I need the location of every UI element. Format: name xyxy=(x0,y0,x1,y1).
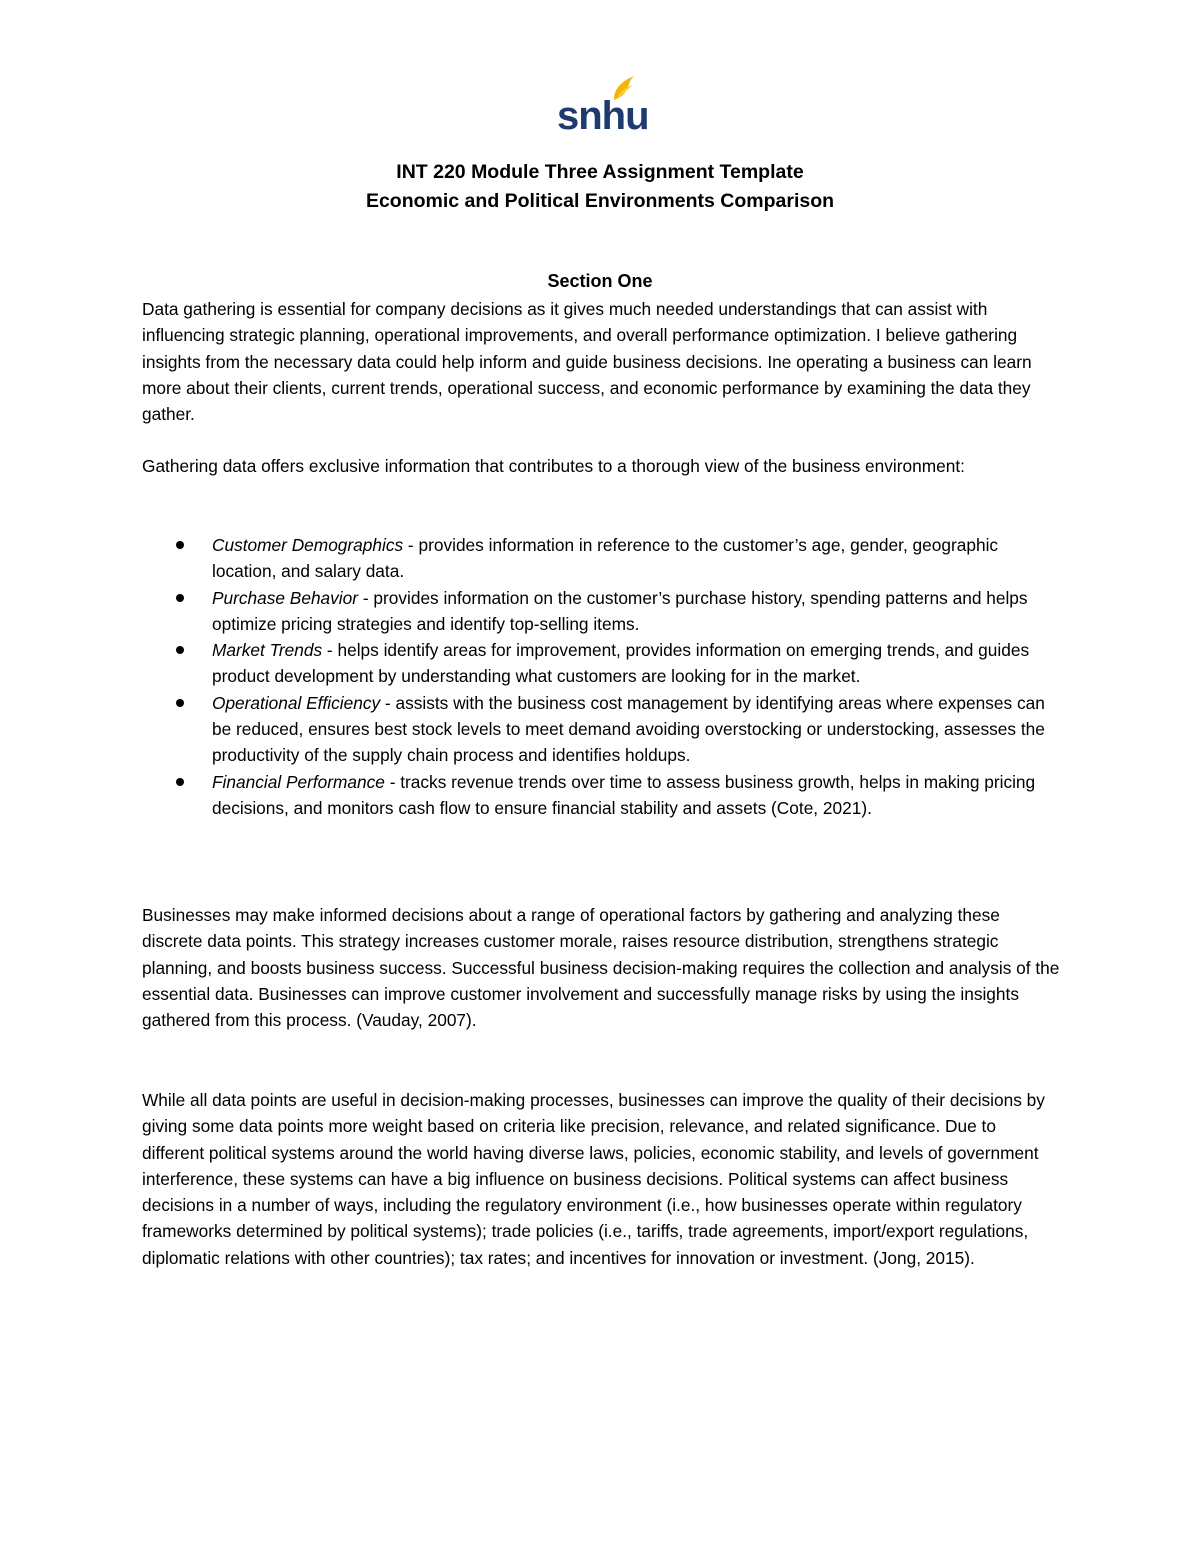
bullet-icon xyxy=(176,594,184,602)
paragraph-data-overview: Gathering data offers exclusive information that contributes to a thorough view of the business environment: xyxy=(142,456,965,476)
list-item-text: - helps identify areas for improvement, provides information on emerging trends, and guides product development by understanding what customers are looking for in the market. xyxy=(212,640,1030,687)
list-item xyxy=(142,532,1062,585)
document-title: INT 220 Module Three Assignment Template xyxy=(396,161,804,183)
list-item xyxy=(142,690,1062,769)
list-item-term: Customer Demographics xyxy=(212,535,404,555)
list-item xyxy=(142,585,1062,638)
list-item-text: - provides information in reference to the customer’s age, gender, geographic location, and salary data. xyxy=(212,535,999,582)
paragraph-intro: Data gathering is essential for company decisions as it gives much needed understandings that can assist with influencing strategic planning, operational improvements, and overall performance optimization. I believe gathering insights from the necessary data could help inform and guide business decisions. Ine operating a business can learn more about their clients, current trends, operational success, and economic performance by examining the data they gather. xyxy=(142,299,1032,425)
list-item-term: Market Trends xyxy=(212,640,323,661)
snhu-logo xyxy=(556,72,649,138)
list-item-text: - provides information on the customer’s purchase history, spending patterns and helps optimize pricing strategies and identify top-selling items. xyxy=(212,587,1028,634)
list-item xyxy=(142,769,1062,822)
paragraph-political-systems: While all data points are useful in decision-making processes, businesses can improve the quality of their decisions by giving some data points more weight based on criteria like precision, relevance, and related significance. Due to different political systems around the world having diverse laws, policies, economic stability, and levels of government interference, these systems can have a big influence on business decisions. Political systems can affect business decisions in a number of ways, including the regulatory environment (i.e., how businesses operate within regulatory frameworks determined by political systems); trade policies (i.e., tariffs, trade agreements, import/export regulations, diplomatic relations with other countries); tax rates; and incentives for innovation or investment. (Jong, 2015). xyxy=(142,1090,1045,1268)
data-points-list xyxy=(142,532,1062,821)
bullet-icon xyxy=(176,778,184,786)
bullet-icon xyxy=(176,646,184,654)
list-item-term: Purchase Behavior xyxy=(212,587,359,608)
list-item-term: Financial Performance xyxy=(212,771,385,792)
list-item-term: Operational Efficiency xyxy=(212,692,381,713)
bullet-icon xyxy=(176,541,184,549)
list-item-text: - tracks revenue trends over time to assess business growth, helps in making pricing decisions, and monitors cash flow to ensure financial stability and assets (Cote, 2021). xyxy=(212,771,1036,818)
document-subtitle: Economic and Political Environments Comparison xyxy=(365,190,835,212)
paragraph-decisions: Businesses may make informed decisions about a range of operational factors by gathering and analyzing these discrete data points. This strategy increases customer morale, raises resource distribution, strengthens strategic planning, and boosts business success. Successful business decision-making requires the collection and analysis of the essential data. Businesses can improve customer involvement and successfully manage risks by using the insights gathered from this process. (Vauday, 2007). xyxy=(142,905,1060,1031)
section-heading: Section One xyxy=(547,271,653,291)
list-item xyxy=(142,637,1062,690)
logo-wordmark: snhu xyxy=(557,94,649,138)
bullet-icon xyxy=(176,699,184,707)
list-item-text: - assists with the business cost management by identifying areas where expenses can be reduced, ensures best stock levels to meet demand avoiding overstocking or understocking, assesses the productivity of the supply chain process and identifies holdups. xyxy=(212,692,1045,766)
